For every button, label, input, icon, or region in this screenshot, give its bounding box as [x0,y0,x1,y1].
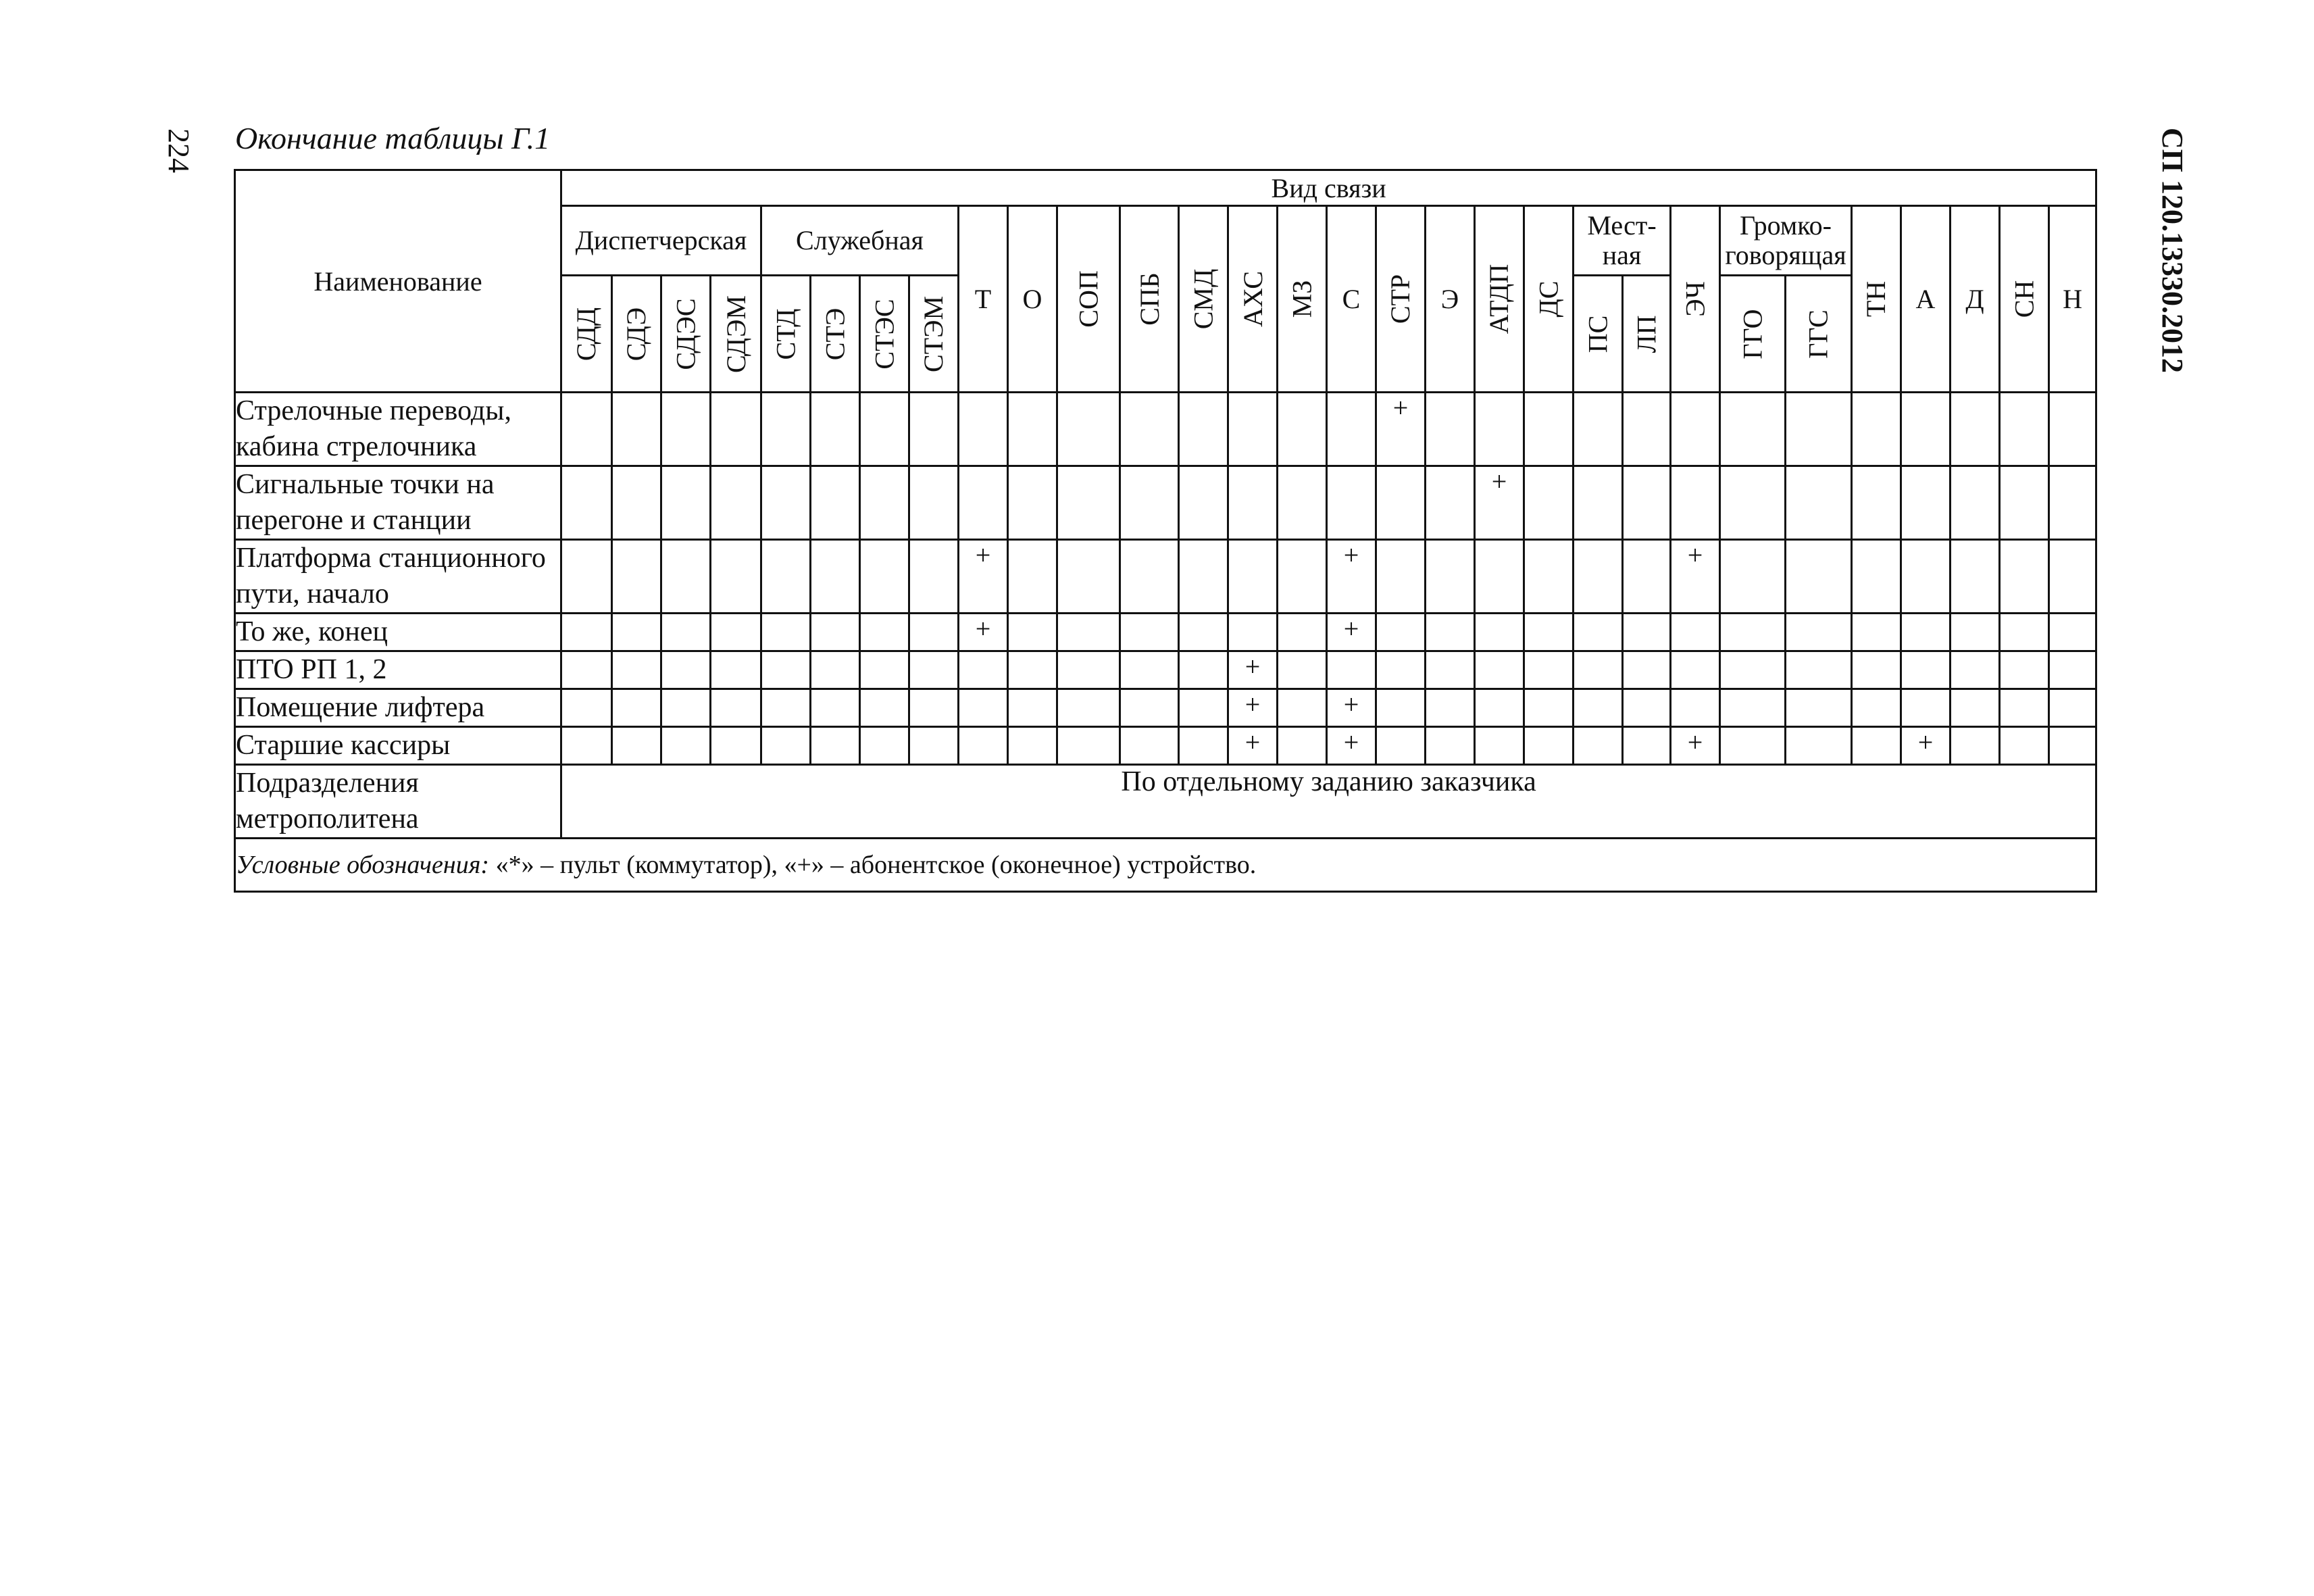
table-cell [1852,614,1901,651]
table-cell [1901,689,1951,727]
row-name: Старшие кассиры [235,727,561,765]
page-number: 224 [162,128,195,173]
table-cell [1426,727,1475,765]
table-cell: + [1901,727,1951,765]
table-cell [909,689,959,727]
table-cell [1278,466,1327,540]
table-cell [1786,727,1852,765]
col-header: СДЭ [612,276,661,393]
table-cell: + [1475,466,1524,540]
col-header: ГГС [1786,276,1852,393]
table-cell [1278,651,1327,689]
table-cell [1852,727,1901,765]
table-row [235,393,2096,466]
document-code: СП 120.13330.2012 [2155,127,2189,373]
table-cell: + [1327,727,1376,765]
communication-table [234,169,2097,893]
table-cell [761,727,811,765]
col-header: СТЭМ [909,276,959,393]
table-cell [761,540,811,614]
table-cell [1574,540,1623,614]
table-cell [2000,614,2049,651]
table-cell [1426,651,1475,689]
legend-text: «*» – пульт (коммутатор), «+» – абонентское (оконечное) устройство. [489,851,1257,879]
col-header: ТН [1852,206,1901,393]
table-cell [711,614,761,651]
table-cell [612,540,661,614]
col-header: СОП [1057,206,1120,393]
table-row [235,540,2096,614]
table-cell [612,614,661,651]
table-cell [1671,614,1720,651]
table-cell [2000,393,2049,466]
table-cell [1786,393,1852,466]
table-cell [1120,393,1179,466]
table-cell [711,727,761,765]
table-cell [661,540,711,614]
table-cell [1623,540,1671,614]
table-cell [1951,689,2000,727]
table-cell [1057,466,1120,540]
table-cell [1426,540,1475,614]
col-header: С [1327,206,1376,393]
table-cell [1008,393,1057,466]
table-cell [1720,466,1786,540]
table-cell [909,727,959,765]
col-header: СН [2000,206,2049,393]
table-cell [1574,651,1623,689]
col-header: А [1901,206,1951,393]
table-cell [2000,540,2049,614]
table-cell [561,540,612,614]
table-cell: + [1228,689,1278,727]
table-cell [761,614,811,651]
table-cell [1179,540,1228,614]
table-cell [1057,393,1120,466]
table-cell [1278,689,1327,727]
table-cell [1057,689,1120,727]
legend-label: Условные обозначения: [236,851,490,879]
col-header: СДЭМ [711,276,761,393]
col-header: СПБ [1120,206,1179,393]
table-cell [1327,393,1376,466]
table-cell [1376,540,1426,614]
col-header: Н [2049,206,2096,393]
table-cell [1720,727,1786,765]
table-cell [1524,614,1574,651]
table-cell [1786,466,1852,540]
table-cell [1278,540,1327,614]
table-cell [1852,651,1901,689]
table-cell [1179,689,1228,727]
table-cell [1179,393,1228,466]
table-cell [1720,540,1786,614]
table-cell [811,393,860,466]
table-cell [959,689,1008,727]
table-cell [612,727,661,765]
table-cell [811,651,860,689]
table-cell [561,466,612,540]
col-header: ГГО [1720,276,1786,393]
table-cell [1671,651,1720,689]
table-cell [561,614,612,651]
table-cell [1524,727,1574,765]
col-header: СТЭ [811,276,860,393]
col-header: МЗ [1278,206,1327,393]
table-cell: + [1228,727,1278,765]
table-cell [2049,689,2096,727]
col-header: Э [1426,206,1475,393]
table-cell [1120,614,1179,651]
table-cell [1901,466,1951,540]
table-cell [1228,614,1278,651]
table-cell [1057,727,1120,765]
continuation-title: Окончание таблицы Г.1 [235,121,551,155]
table-cell [1475,540,1524,614]
table-cell [612,393,661,466]
table-cell [860,466,909,540]
table-cell [909,466,959,540]
table-cell [1574,466,1623,540]
table-cell [959,466,1008,540]
table-cell [1426,689,1475,727]
table-cell [1786,614,1852,651]
table-cell [1574,689,1623,727]
table-cell [761,689,811,727]
table-cell [1951,727,2000,765]
table-cell [1179,614,1228,651]
table-cell [1720,614,1786,651]
communication-type-header: Вид связи [561,170,2096,206]
table-cell [1574,614,1623,651]
table-cell [860,614,909,651]
table-cell [1524,651,1574,689]
table-row [235,614,2096,651]
table-cell [2049,393,2096,466]
table-cell [1120,727,1179,765]
table-cell [1951,614,2000,651]
legend [235,839,2096,892]
table-cell [1008,614,1057,651]
table-cell [1179,727,1228,765]
table-cell [661,393,711,466]
col-header: СТР [1376,206,1426,393]
table-cell [1671,466,1720,540]
table-cell [1852,393,1901,466]
table-cell [1901,651,1951,689]
table-cell [661,466,711,540]
table-cell [761,393,811,466]
table-cell [1623,689,1671,727]
table-cell [661,689,711,727]
group-local: Мест- ная [1574,206,1671,276]
table-cell [1228,466,1278,540]
group-dispatch: Диспетчерская [561,206,761,276]
table-cell [1720,651,1786,689]
table-cell [860,393,909,466]
col-header: СДД [561,276,612,393]
table-cell [1786,689,1852,727]
table-cell: + [1228,651,1278,689]
table-cell [1852,540,1901,614]
table-cell [811,540,860,614]
table-cell: + [959,540,1008,614]
table-cell [711,651,761,689]
table-cell [1120,540,1179,614]
col-header: СТД [761,276,811,393]
table-cell [1475,689,1524,727]
table-cell [860,727,909,765]
col-header: Д [1951,206,2000,393]
table-cell: + [959,614,1008,651]
col-header: ЭЧ [1671,206,1720,393]
table-cell [1720,393,1786,466]
name-header: Наименование [235,170,561,393]
table-cell [561,651,612,689]
table-cell [661,614,711,651]
table-cell [711,466,761,540]
table-cell [761,466,811,540]
table-cell [959,393,1008,466]
table-cell [2000,689,2049,727]
table-cell [2049,466,2096,540]
table-cell [1278,614,1327,651]
table-cell [909,393,959,466]
table-cell [2000,466,2049,540]
table-cell [1327,651,1376,689]
table-cell [1278,393,1327,466]
table-cell [1786,651,1852,689]
table-cell [1901,614,1951,651]
table-cell [2049,727,2096,765]
table-cell [1228,540,1278,614]
table-cell [711,393,761,466]
table-cell [1057,614,1120,651]
row-name: Стрелочные переводы, кабина стрелочника [235,393,561,466]
table-cell [1623,393,1671,466]
table-cell [1951,651,2000,689]
table-cell [612,689,661,727]
table-row [235,727,2096,765]
table-cell [1008,466,1057,540]
col-header: АТДП [1475,206,1524,393]
table-cell [1475,393,1524,466]
table-cell [1426,393,1475,466]
table-cell [959,727,1008,765]
table-cell [612,466,661,540]
table-cell [909,614,959,651]
table-cell [1524,689,1574,727]
row-name: Платформа станционного пути, начало [235,540,561,614]
table-cell [860,540,909,614]
table-cell [1376,466,1426,540]
table-cell [909,540,959,614]
table-cell [1951,540,2000,614]
custom-task-note: По отдельному заданию заказчика [561,765,2096,839]
table-cell [1524,466,1574,540]
table-cell [1475,614,1524,651]
col-header: О [1008,206,1057,393]
table-cell: + [1376,393,1426,466]
col-header: СМД [1179,206,1228,393]
table-cell [1426,466,1475,540]
table-cell [1376,727,1426,765]
row-name: То же, конец [235,614,561,651]
table-row [235,466,2096,540]
table-cell [811,466,860,540]
table-cell [1901,540,1951,614]
table-cell: + [1671,727,1720,765]
table-cell [1376,689,1426,727]
table-cell: + [1671,540,1720,614]
table-cell [711,689,761,727]
table-cell [1951,393,2000,466]
table-cell [1120,689,1179,727]
table-cell [1623,614,1671,651]
table-cell [1574,727,1623,765]
table-cell [2000,651,2049,689]
table-cell [1179,466,1228,540]
table-cell [1623,727,1671,765]
table-cell [612,651,661,689]
table-cell [2000,727,2049,765]
table-cell [860,651,909,689]
col-header: ПС [1574,276,1623,393]
table-cell: + [1327,540,1376,614]
group-loudspeaking: Громко- говорящая [1720,206,1852,276]
table-cell [561,727,612,765]
group-service: Служебная [761,206,959,276]
table-cell [561,393,612,466]
table-cell [1057,540,1120,614]
table-cell [1120,466,1179,540]
table-cell [1475,651,1524,689]
table-cell [561,689,612,727]
table-cell [761,651,811,689]
table-cell [1671,393,1720,466]
table-cell [2049,614,2096,651]
table-cell [860,689,909,727]
table-cell [1671,689,1720,727]
row-name: ПТО РП 1, 2 [235,651,561,689]
col-header: Т [959,206,1008,393]
table-cell [1786,540,1852,614]
table-cell [1008,651,1057,689]
table-cell [1426,614,1475,651]
table-cell [1951,466,2000,540]
col-header: ДС [1524,206,1574,393]
table-cell [1524,540,1574,614]
table-cell [1179,651,1228,689]
row-name: Подразделения метрополитена [235,765,561,839]
table-cell [1228,393,1278,466]
table-cell [1720,689,1786,727]
table-cell [811,689,860,727]
table-cell [1008,540,1057,614]
table-row [235,689,2096,727]
table-cell [1574,393,1623,466]
table-cell: + [1327,614,1376,651]
row-name: Сигнальные точки на перегоне и станции [235,466,561,540]
table-cell [1852,689,1901,727]
col-header: СДЭС [661,276,711,393]
table-cell [1623,651,1671,689]
table-cell [1376,614,1426,651]
table-cell [2049,540,2096,614]
col-header: АХС [1228,206,1278,393]
table-cell [1376,651,1426,689]
table-cell [1901,393,1951,466]
col-header: СТЭС [860,276,909,393]
table-cell [1008,727,1057,765]
table-cell [661,651,711,689]
row-name: Помещение лифтера [235,689,561,727]
table-cell [1057,651,1120,689]
table-cell [1008,689,1057,727]
table-cell [811,727,860,765]
table-cell [959,651,1008,689]
table-cell [1623,466,1671,540]
table-cell [661,727,711,765]
table-cell [1120,651,1179,689]
table-cell [811,614,860,651]
col-header: ЛП [1623,276,1671,393]
table-cell [1327,466,1376,540]
table-cell [1852,466,1901,540]
table-cell [711,540,761,614]
table-cell: + [1327,689,1376,727]
table-row [235,651,2096,689]
table-cell [1524,393,1574,466]
table-cell [909,651,959,689]
table-cell [1475,727,1524,765]
table-cell [1278,727,1327,765]
table-cell [2049,651,2096,689]
